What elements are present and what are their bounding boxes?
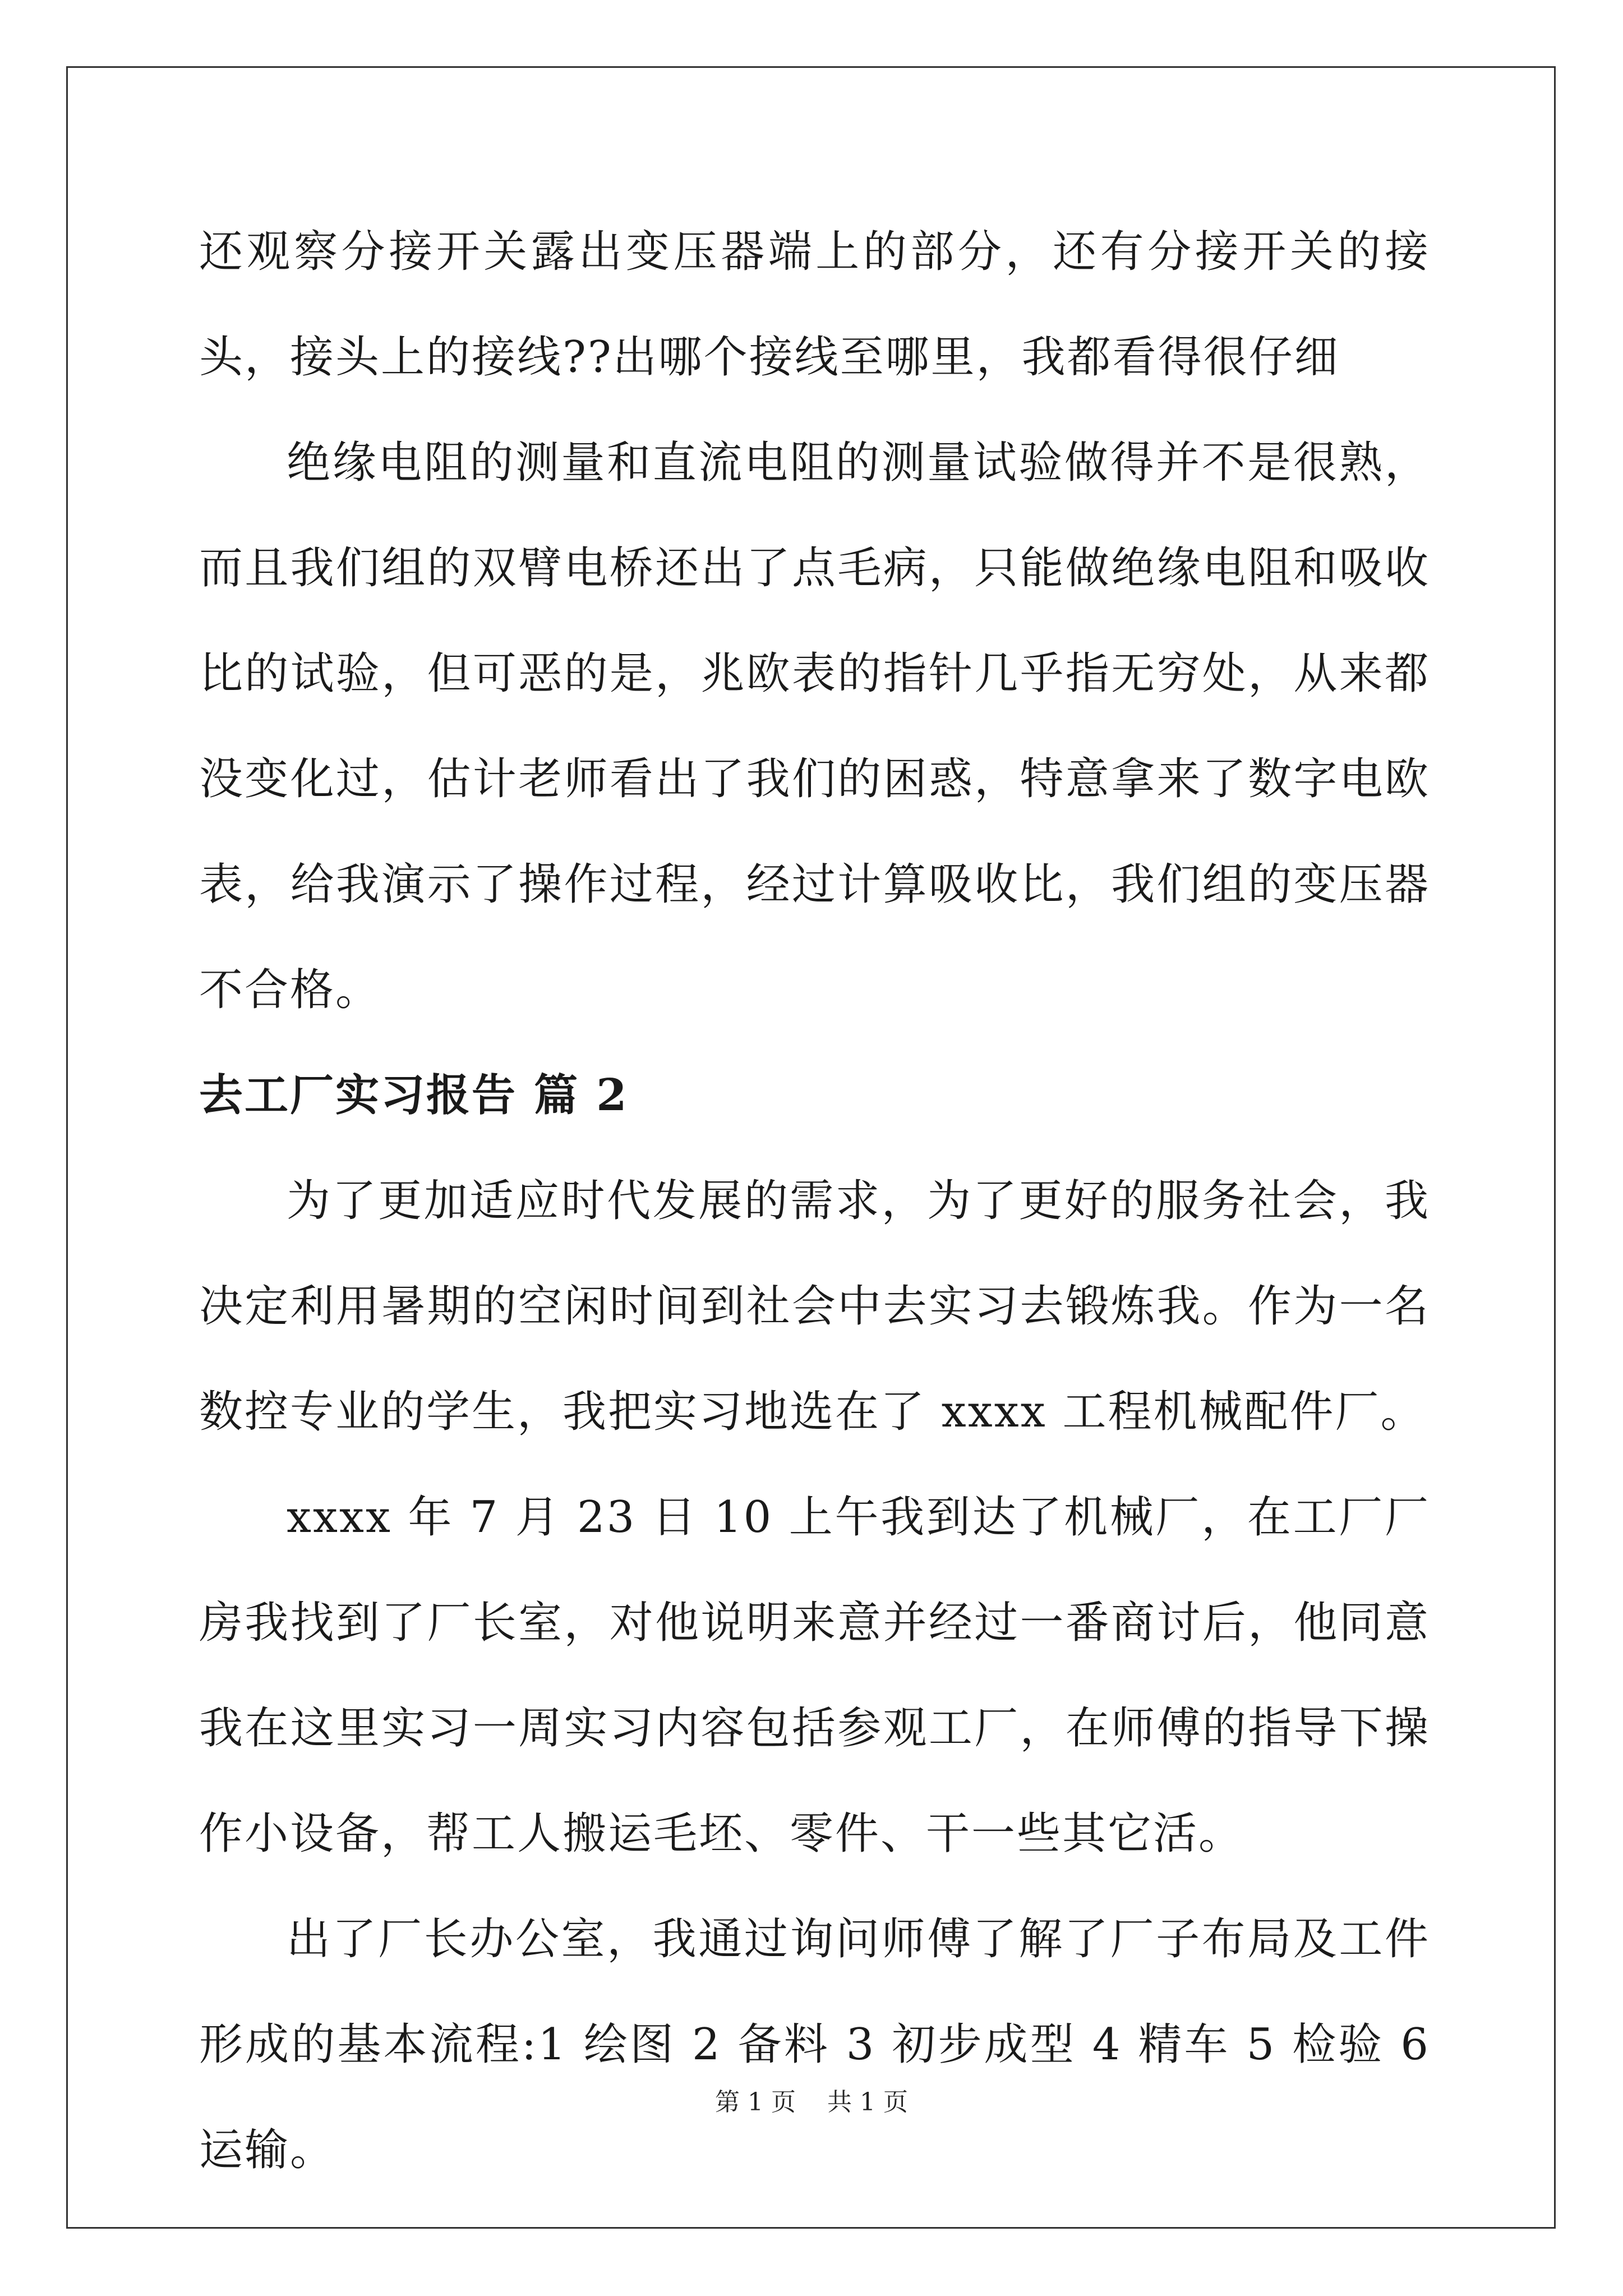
paragraph-intro: 为了更加适应时代发展的需求，为了更好的服务社会，我决定利用暑期的空闲时间到社会中去实习去锻炼我。作为一名数控专业的学生，我把实习地选在了 xxxx 工程机械配件厂。 [199,1176,1430,1437]
paragraph-continuation: 还观察分接开关露出变压器端上的部分，还有分接开关的接头，接头上的接线??出哪个接线至哪里，我都看得很仔细 [199,227,1430,383]
paragraph-insulation-test: 绝缘电阻的测量和直流电阻的测量试验做得并不是很熟，而且我们组的双臂电桥还出了点毛病，只能做绝缘电阻和吸收比的试验，但可恶的是，兆欧表的指针几乎指无穷处，从来都没变化过，估计老师看出了我们的困惑，特意拿来了数字电欧表，给我演示了操作过程，经过计算吸收比，我们组的变压器不合格。 [199,438,1430,1015]
document-body [199,199,1430,2203]
section-heading: 去工厂实习报告 篇 2 [199,1070,629,1121]
page-total: 共 1 页 [827,2088,908,2116]
paragraph-arrival: xxxx 年 7 月 23 日 10 上午我到达了机械厂，在工厂厂房我找到了厂长室，对他说明来意并经过一番商讨后，他同意我在这里实习一周实习内容包括参观工厂，在师傅的指导下操作小设备，帮工人搬运毛坯、零件、干一些其它活。 [199,1492,1430,1859]
paragraph-process: 出了厂长办公室，我通过询问师傅了解了厂子布局及工件形成的基本流程:1 绘图 2 备料 3 初步成型 4 精车 5 检验 6 运输。 [199,1914,1430,2175]
page-number: 第 1 页 [715,2088,796,2116]
page-footer [0,2086,1623,2119]
